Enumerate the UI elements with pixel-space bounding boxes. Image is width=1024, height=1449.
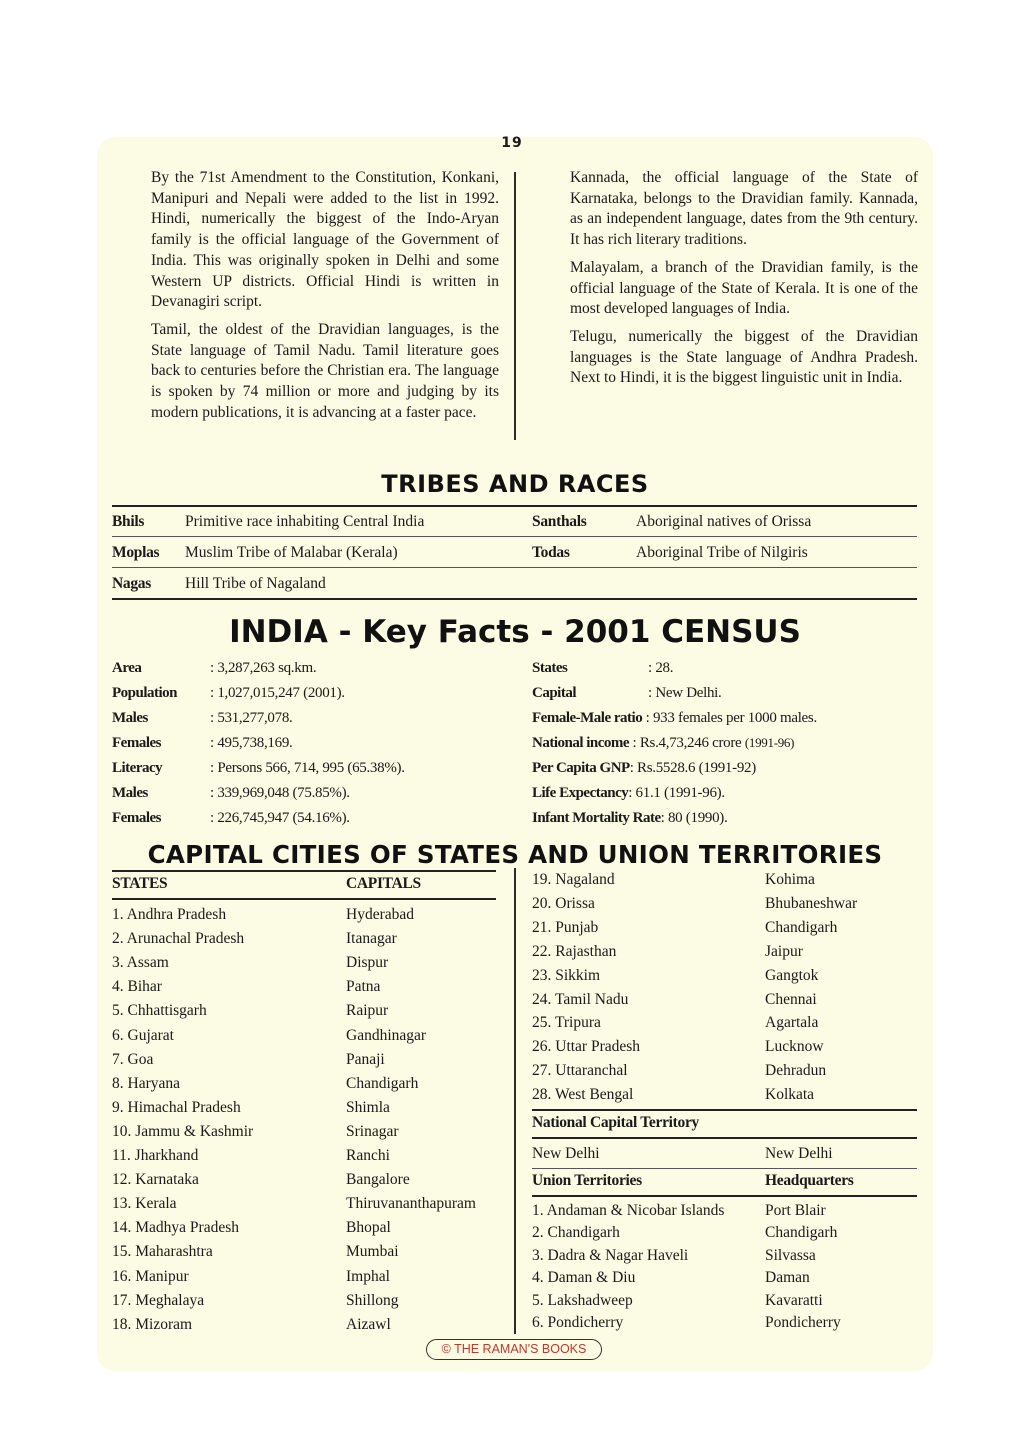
- item-name: 18. Mizoram: [112, 1315, 193, 1333]
- item-capital: Kohima: [765, 871, 815, 888]
- nct-heading: National Capital Territory: [532, 1114, 699, 1131]
- item-name: 15. Maharashtra: [112, 1243, 213, 1261]
- item-name: 21. Punjab: [532, 918, 599, 936]
- item-capital: Silvassa: [765, 1246, 816, 1264]
- item-capital: Ranchi: [346, 1147, 390, 1164]
- item-name: 25. Tripura: [532, 1014, 601, 1032]
- fact-value: : 226,745,947 (54.16%).: [210, 810, 350, 826]
- item-capital: Itanagar: [346, 930, 397, 948]
- fact-label: Female-Male ratio: [532, 710, 643, 726]
- tribe-description: Muslim Tribe of Malabar (Kerala): [185, 544, 398, 561]
- fact-value: : 531,277,078.: [210, 710, 293, 726]
- states-header: STATES: [112, 875, 168, 892]
- item-name: 11. Jharkhand: [112, 1147, 199, 1164]
- item-capital: Patna: [346, 978, 381, 996]
- item-name: 23. Sikkim: [532, 966, 601, 984]
- page-number: 19: [501, 135, 523, 151]
- intro-left-column: [151, 168, 499, 430]
- item-name: 14. Madhya Pradesh: [112, 1219, 239, 1237]
- nct-capital: New Delhi: [765, 1145, 833, 1162]
- item-name: 2. Chandigarh: [532, 1224, 620, 1242]
- item-capital: Raipur: [346, 1002, 389, 1020]
- paragraph: Kannada, the official language of the State of Karnataka, belongs to the Dravidian family. Kannada, as an independent language, dates from the 9th century. It has rich literary traditions.: [570, 169, 918, 249]
- nct-name: New Delhi: [532, 1145, 600, 1162]
- paragraph: Tamil, the oldest of the Dravidian languages, is the State language of Tamil Nadu. Tamil literature goes back to centuries before the Christian era. The language is spoken by 74 million or more and judging by its modern publications, it is advancing at a faster pace.: [151, 320, 499, 421]
- fact-value: : 495,738,169.: [210, 735, 293, 751]
- paragraph: Telugu, numerically the biggest of the Dravidian languages is the State language of Andhra Pradesh. Next to Hindi, it is the biggest linguistic unit in India.: [570, 327, 918, 387]
- divider-line: [532, 1195, 917, 1197]
- fact-label: Infant Mortality Rate: [532, 810, 661, 826]
- fact-label: Area: [112, 660, 142, 676]
- item-name: 27. Uttaranchal: [532, 1062, 628, 1080]
- fact-label: Per Capita GNP: [532, 760, 630, 776]
- item-name: 9. Himachal Pradesh: [112, 1098, 241, 1116]
- fact-value: : 339,969,048 (75.85%).: [210, 785, 350, 801]
- item-name: 12. Karnataka: [112, 1171, 199, 1189]
- item-capital: Shillong: [346, 1291, 399, 1309]
- fact-row: [532, 710, 817, 727]
- fact-value: : 28.: [648, 660, 674, 676]
- item-capital: Bhubaneshwar: [765, 894, 858, 912]
- item-name: 4. Bihar: [112, 978, 162, 996]
- item-capital: Bhopal: [346, 1219, 391, 1237]
- item-capital: Kolkata: [765, 1086, 815, 1104]
- divider-line: [532, 1109, 917, 1111]
- fact-label: National income: [532, 735, 630, 751]
- item-capital: Jaipur: [765, 942, 803, 960]
- item-name: 19. Nagaland: [532, 871, 615, 888]
- item-capital: Aizawl: [346, 1315, 391, 1333]
- fact-value: : 61.1 (1991-96).: [628, 785, 725, 801]
- divider-line: [112, 505, 917, 507]
- item-capital: Mumbai: [346, 1243, 399, 1261]
- tribe-description: Aboriginal Tribe of Nilgiris: [636, 544, 808, 561]
- capitals-header: CAPITALS: [346, 875, 421, 892]
- item-capital: Dehradun: [765, 1062, 827, 1080]
- item-name: 28. West Bengal: [532, 1086, 634, 1104]
- item-name: 24. Tamil Nadu: [532, 990, 629, 1008]
- fact-value: : 3,287,263 sq.km.: [210, 660, 317, 676]
- column-divider: [514, 868, 516, 1334]
- fact-value: : New Delhi.: [648, 685, 722, 701]
- fact-value: : Persons 566, 714, 995 (65.38%).: [210, 760, 405, 776]
- item-name: 3. Assam: [112, 954, 169, 972]
- item-name: 6. Pondicherry: [532, 1314, 624, 1331]
- item-capital: Port Blair: [765, 1202, 826, 1219]
- tribe-description: Aboriginal natives of Orissa: [636, 513, 812, 530]
- item-name: 1. Andhra Pradesh: [112, 906, 227, 923]
- item-capital: Chennai: [765, 990, 817, 1008]
- divider-line: [532, 1137, 917, 1139]
- divider-line: [112, 598, 917, 600]
- fact-value: : Rs.5528.6 (1991-92): [629, 760, 756, 776]
- item-name: 2. Arunachal Pradesh: [112, 930, 245, 948]
- item-capital: Chandigarh: [765, 1224, 838, 1242]
- fact-label: Females: [112, 810, 161, 826]
- item-name: 8. Haryana: [112, 1074, 180, 1092]
- item-name: 13. Kerala: [112, 1195, 177, 1213]
- fact-label: Males: [112, 785, 148, 801]
- item-name: 16. Manipur: [112, 1267, 189, 1285]
- divider-line: [112, 567, 917, 568]
- divider-line: [112, 536, 917, 537]
- capitals-title: CAPITAL CITIES OF STATES AND UNION TERRITORIES: [147, 840, 883, 869]
- publisher-badge: © THE RAMAN'S BOOKS: [426, 1339, 602, 1360]
- tribe-name: Nagas: [112, 575, 151, 592]
- fact-label: Population: [112, 685, 178, 701]
- tribe-name: Moplas: [112, 544, 160, 561]
- item-capital: Shimla: [346, 1098, 390, 1116]
- fact-value: : Rs.4,73,246 crore: [632, 735, 742, 751]
- fact-row: [532, 810, 727, 827]
- fact-value: : 80 (1990).: [660, 810, 728, 826]
- item-capital: Lucknow: [765, 1038, 824, 1056]
- fact-value: : 1,027,015,247 (2001).: [210, 685, 345, 701]
- item-capital: Dispur: [346, 954, 389, 972]
- intro-right-column: [570, 168, 918, 396]
- item-name: 17. Meghalaya: [112, 1291, 205, 1309]
- census-title: INDIA - Key Facts - 2001 CENSUS: [229, 614, 801, 650]
- fact-label: Capital: [532, 685, 577, 701]
- item-capital: Chandigarh: [765, 918, 838, 936]
- item-name: 5. Chhattisgarh: [112, 1002, 207, 1020]
- item-capital: Gangtok: [765, 966, 819, 984]
- item-name: 6. Gujarat: [112, 1026, 174, 1044]
- item-capital: Pondicherry: [765, 1314, 841, 1331]
- tribe-name: Santhals: [532, 513, 587, 530]
- item-name: 26. Uttar Pradesh: [532, 1038, 641, 1056]
- item-capital: Panaji: [346, 1050, 385, 1068]
- item-name: 4. Daman & Diu: [532, 1269, 636, 1287]
- fact-row: [532, 760, 756, 777]
- column-divider: [514, 172, 516, 440]
- paragraph: By the 71st Amendment to the Constitution, Konkani, Manipuri and Nepali were added to the list in 1992. Hindi, numerically the biggest of the Indo-Aryan family is the official language of the Government of India. This was originally spoken in Delhi and some Western UP districts. Official Hindi is written in Devanagiri script.: [151, 169, 499, 311]
- item-capital: Chandigarh: [346, 1074, 419, 1092]
- fact-label: Males: [112, 710, 148, 726]
- item-name: 3. Dadra & Nagar Haveli: [532, 1246, 689, 1264]
- item-name: 22. Rajasthan: [532, 942, 617, 960]
- fact-value: : 933 females per 1000 males.: [645, 710, 817, 726]
- fact-row: [532, 735, 794, 752]
- item-capital: Imphal: [346, 1267, 390, 1285]
- item-capital: Daman: [765, 1269, 810, 1287]
- item-capital: Bangalore: [346, 1171, 410, 1189]
- tribes-title: TRIBES AND RACES: [381, 470, 649, 498]
- tribe-description: Primitive race inhabiting Central India: [185, 513, 425, 530]
- paragraph: Malayalam, a branch of the Dravidian family, is the official language of the State of Kerala. It is one of the most developed languages of India.: [570, 258, 918, 318]
- tribe-description: Hill Tribe of Nagaland: [185, 575, 326, 592]
- fact-note: (1991-96): [744, 735, 795, 750]
- fact-label: Literacy: [112, 760, 163, 776]
- item-name: 20. Orissa: [532, 894, 595, 912]
- item-capital: Gandhinagar: [346, 1026, 427, 1044]
- item-capital: Thiruvananthapuram: [346, 1195, 476, 1213]
- item-capital: Srinagar: [346, 1122, 399, 1140]
- item-capital: Agartala: [765, 1014, 819, 1032]
- item-name: 5. Lakshadweep: [532, 1291, 633, 1309]
- divider-line: [112, 870, 496, 872]
- item-capital: Kavaratti: [765, 1291, 823, 1309]
- item-name: 7. Goa: [112, 1050, 154, 1068]
- ut-header: Union Territories: [532, 1172, 642, 1189]
- item-name: 1. Andaman & Nicobar Islands: [532, 1202, 725, 1219]
- item-name: 10. Jammu & Kashmir: [112, 1122, 254, 1140]
- item-capital: Hyderabad: [346, 906, 414, 923]
- fact-label: Females: [112, 735, 161, 751]
- divider-line: [532, 1168, 917, 1169]
- divider-line: [112, 898, 496, 900]
- tribe-name: Bhils: [112, 513, 145, 530]
- fact-label: Life Expectancy: [532, 785, 629, 801]
- fact-label: States: [532, 660, 568, 676]
- hq-header: Headquarters: [765, 1172, 854, 1189]
- fact-row: [532, 785, 725, 802]
- tribe-name: Todas: [532, 544, 570, 561]
